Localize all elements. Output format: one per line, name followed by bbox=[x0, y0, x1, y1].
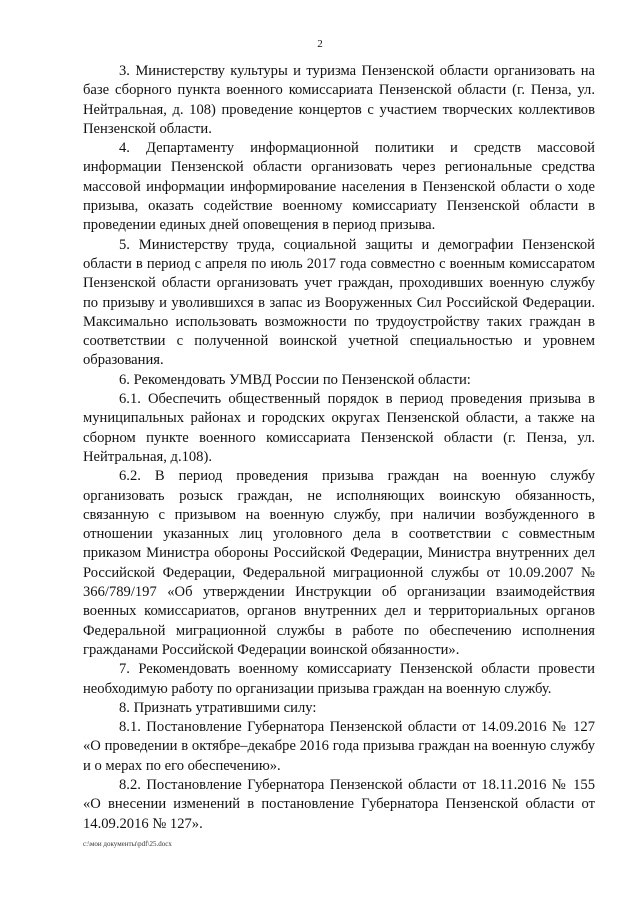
paragraph-6: 6. Рекомендовать УМВД России по Пензенской области: bbox=[119, 371, 471, 388]
paragraph-6-1: 6.1. Обеспечить общественный порядок в период проведения призыва в муниципальных районах и городских округах Пензенской области, а также на сборном пункте военного комиссариата Пензенской области (г. Пенза, ул. Нейтральная, д.108). bbox=[83, 391, 595, 465]
paragraph-8-1: 8.1. Постановление Губернатора Пензенской области от 14.09.2016 № 127 «О проведении в октябре–декабре 2016 года призыва граждан на военную службу и о мерах по его обеспечению». bbox=[83, 719, 595, 774]
paragraph-8: 8. Признать утратившими силу: bbox=[119, 699, 317, 716]
paragraph-4: 4. Департаменту информационной политики и средств массовой информации Пензенской области организовать через региональные средства массовой информации информирование населения в Пензенской области о ходе призыва, оказать содействие военному комиссариату Пензенской области в проведении единых дней оповещения в период призыва. bbox=[83, 140, 595, 234]
file-path-footer: c:\мои документы\pdf\25.docx bbox=[83, 840, 172, 848]
paragraph-6-2: 6.2. В период проведения призыва граждан на военную службу организовать розыск граждан, не исполняющих воинскую обязанность, связанную с призывом на военную службу, при наличии возбужденного в отношении указанных лиц уголовного дела в соответствии с совместным приказом Министра обороны Российской Федерации, Министра внутренних дел Российской Федерации, Федеральной миграционной службы от 10.09.2007 № 366/789/197 «Об утверждении Инструкции об организации взаимодействия военных комиссариатов, органов внутренних дел и территориальных органов Федеральной миграционной службы в работе по обеспечению исполнения гражданами Российской Федерации воинской обязанности». bbox=[83, 468, 595, 658]
page-number: 2 bbox=[317, 38, 323, 50]
paragraph-5: 5. Министерству труда, социальной защиты и демографии Пензенской области в период с апреля по июль 2017 года совместно с военным комиссаратом Пензенской области организовать учет граждан, проходивших военную службу по призыву и уволившихся в запас из Вооруженных Сил Российской Федерации. Максимально использовать возможности по трудоустройству таких граждан в соответствии с полученной воинской учетной специальностью и уровнем образования. bbox=[83, 236, 595, 369]
paragraph-7: 7. Рекомендовать военному комиссариату Пензенской области провести необходимую работу по организации призыва граждан на военную службу. bbox=[83, 661, 595, 697]
paragraph-3: 3. Министерству культуры и туризма Пензенской области организовать на базе сборного пункта военного комиссариата Пензенской области (г. Пенза, ул. Нейтральная, д. 108) проведение концертов с участием творческих коллективов Пензенской области. bbox=[83, 63, 595, 137]
document-body bbox=[83, 62, 595, 834]
paragraph-8-2: 8.2. Постановление Губернатора Пензенской области от 18.11.2016 № 155 «О внесении изменений в постановление Губернатора Пензенской области от 14.09.2016 № 127». bbox=[83, 776, 595, 832]
